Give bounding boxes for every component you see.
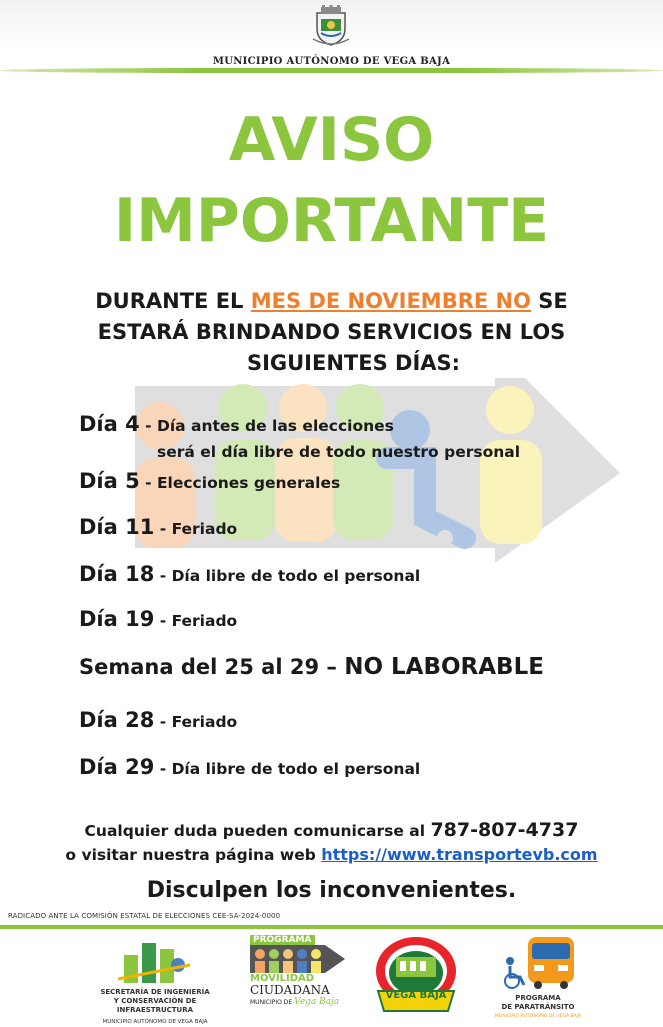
contact-text-2: o visitar nuestra página web (65, 846, 322, 864)
intro-highlight: MES DE NOVIEMBRE NO (250, 289, 531, 313)
day-row (79, 562, 420, 586)
footer-divider (0, 925, 663, 929)
contact-block (0, 818, 663, 867)
day-label: Semana del 25 al 29 – (79, 655, 345, 679)
legal-notice: RADICADO ANTE LA COMISIÓN ESTATAL DE ELECCIONES CEE-SA-2024-0000 (8, 912, 281, 920)
day-description: - Feriado (154, 713, 238, 731)
ciudadana-title: CIUDADANA (250, 983, 330, 997)
title-line-1: AVISO (228, 105, 435, 175)
day-label: Día 5 (79, 469, 140, 493)
intro-text-before: DURANTE EL (95, 289, 251, 313)
day-description: - Feriado (154, 520, 238, 538)
paratransito-bus-icon (498, 935, 578, 990)
day-description: - Elecciones generales (139, 474, 341, 492)
day-label: Día 28 (79, 708, 155, 732)
day-label: Día 4 (79, 412, 140, 436)
day-row-continuation (157, 442, 520, 461)
day-description: será el día libre de todo nuestro personal (157, 443, 521, 461)
vega-baja-seal-icon (370, 935, 462, 1017)
contact-text: Cualquier duda pueden comunicarse al (84, 822, 431, 840)
phone-number[interactable]: 787-807-4737 (430, 819, 579, 841)
day-label: Día 29 (79, 755, 155, 779)
movilidad-script: Vega Baja (294, 997, 340, 1007)
paratransito-line-2: DE PARATRÁNSITO (501, 1003, 575, 1011)
day-row (79, 708, 237, 732)
paratransito-line-3: MUNICIPIO AUTÓNOMO DE VEGA BAJA (495, 1014, 581, 1019)
day-row (79, 755, 420, 779)
movilidad-municipio: MUNICIPIO DE (250, 999, 293, 1006)
intro-line-2: ESTARÁ BRINDANDO SERVICIOS EN LOS (97, 320, 566, 344)
day-row (79, 607, 237, 631)
paratransito-label (488, 994, 588, 1021)
secretaria-line-1: SECRETARÍA DE INGENIERÍA (100, 988, 210, 996)
municipality-name: MUNICIPIO AUTÓNOMO DE VEGA BAJA (212, 56, 451, 67)
day-description: - Día libre de todo el personal (154, 567, 421, 585)
movilidad-ciudadana-logo (250, 935, 350, 1020)
header-divider (0, 68, 663, 73)
day-description: NO LABORABLE (344, 654, 544, 680)
movilidad-people-icon (250, 945, 345, 973)
day-row (79, 515, 237, 539)
day-row (79, 654, 544, 680)
day-description: - Día libre de todo el personal (154, 760, 421, 778)
vega-baja-seal-name: VEGA BAJA (385, 990, 447, 1001)
municipal-crest-icon (311, 5, 351, 47)
secretaria-line-2: Y CONSERVACIÓN DE INFRAESTRUCTURA (113, 997, 197, 1014)
secretaria-logo-icon (118, 935, 190, 985)
day-description: - Feriado (154, 612, 238, 630)
day-description: - Día antes de las elecciones (139, 417, 394, 435)
paratransito-line-1: PROGRAMA (515, 994, 561, 1002)
secretaria-label (80, 988, 230, 1027)
day-row (79, 469, 340, 493)
closing-message: Disculpen los inconvenientes. (146, 878, 517, 903)
intro-line-3: SIGUIENTES DÍAS: (246, 351, 461, 375)
title-line-2: IMPORTANTE (113, 186, 550, 256)
intro-paragraph (0, 286, 663, 379)
day-label: Día 11 (79, 515, 155, 539)
day-label: Día 18 (79, 562, 155, 586)
website-link[interactable]: https://www.transportevb.com (321, 845, 598, 864)
day-row (79, 412, 394, 436)
movilidad-program-label: PROGRAMA (250, 935, 315, 945)
secretaria-line-3: MUNICIPIO AUTÓNOMO DE VEGA BAJA (102, 1019, 208, 1025)
day-label: Día 19 (79, 607, 155, 631)
intro-text-after: SE (530, 289, 568, 313)
movilidad-title: MOVILIDAD (250, 973, 315, 984)
